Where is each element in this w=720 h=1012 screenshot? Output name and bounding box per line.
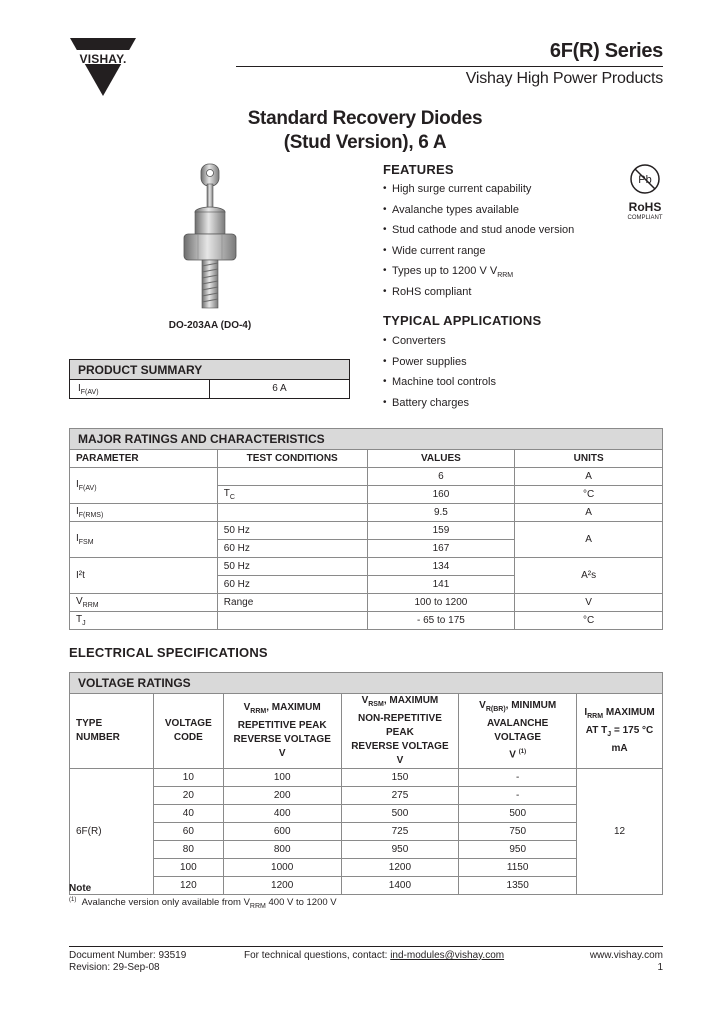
rohs-label: RoHS: [628, 200, 662, 214]
series-title: 6F(R) Series: [549, 40, 663, 62]
diode-package-image: [170, 162, 250, 312]
table-row: [70, 805, 663, 823]
no-lead-icon: [622, 160, 668, 200]
vbr-cell: 500: [459, 805, 577, 823]
param-cell: $V_{RRM}$: [70, 594, 218, 612]
revision-date: Revision: 29-Sep-08: [69, 962, 160, 973]
code-cell: 20: [153, 787, 223, 805]
vrrm-cell: 1200: [223, 877, 341, 895]
code-cell: 60: [153, 823, 223, 841]
condition-cell: Range: [217, 594, 367, 612]
vbr-cell: -: [459, 787, 577, 805]
page-number: 1: [657, 962, 663, 973]
rohs-compliant-label: COMPLIANT: [627, 215, 663, 221]
vrsm-cell: 500: [341, 805, 459, 823]
col-header-units: UNITS: [515, 450, 663, 468]
table-row: [70, 594, 663, 612]
vbr-cell: 1350: [459, 877, 577, 895]
unit-cell: V: [515, 594, 663, 612]
col-header-type: TYPE NUMBER: [70, 694, 154, 769]
vbr-cell: 1150: [459, 859, 577, 877]
condition-cell: 50 Hz: [217, 558, 367, 576]
condition-cell: 50 Hz: [217, 522, 367, 540]
value-cell: - 65 to 175: [367, 612, 515, 630]
vrsm-cell: 1200: [341, 859, 459, 877]
vrrm-cell: 600: [223, 823, 341, 841]
unit-cell: °C: [515, 486, 663, 504]
type-number-cell: 6F(R): [70, 769, 154, 895]
document-title: [200, 107, 530, 155]
irrm-cell: 12: [577, 769, 663, 895]
contact-text: For technical questions, contact: ind-modules@vishay.com: [244, 950, 505, 961]
vrsm-cell: 725: [341, 823, 459, 841]
value-cell: 159: [367, 522, 515, 540]
table-row: [70, 769, 663, 787]
vbr-cell: 750: [459, 823, 577, 841]
condition-cell: 60 Hz: [217, 540, 367, 558]
table-row: [70, 859, 663, 877]
document-number: Document Number: 93519: [69, 950, 187, 961]
major-ratings-table: [69, 428, 663, 630]
product-summary-table: [69, 359, 350, 399]
rohs-badge: [622, 160, 674, 226]
col-header-values: VALUES: [367, 450, 515, 468]
col-header-code: VOLTAGE CODE: [153, 694, 223, 769]
condition-cell: [217, 504, 367, 522]
note-heading: Note: [69, 883, 92, 894]
vrsm-cell: 1400: [341, 877, 459, 895]
vrrm-cell: 800: [223, 841, 341, 859]
code-cell: 40: [153, 805, 223, 823]
brand-name: VISHAY.: [79, 52, 127, 66]
unit-cell: A: [515, 522, 663, 558]
header-divider: [236, 66, 663, 67]
features-heading: FEATURES: [383, 162, 454, 177]
application-item: • Battery charges: [383, 397, 496, 418]
code-cell: 120: [153, 877, 223, 895]
table-row: [70, 522, 663, 540]
summary-value: 6 A: [272, 383, 287, 394]
value-cell: 6: [367, 468, 515, 486]
param-cell: $I_{F(AV)}$: [70, 468, 218, 504]
code-cell: 100: [153, 859, 223, 877]
unit-cell: A: [515, 504, 663, 522]
application-item: • Machine tool controls: [383, 376, 496, 397]
table-row: [70, 787, 663, 805]
col-header-conditions: TEST CONDITIONS: [217, 450, 367, 468]
code-cell: 80: [153, 841, 223, 859]
condition-cell: $T_C$: [217, 486, 367, 504]
major-ratings-title: MAJOR RATINGS AND CHARACTERISTICS: [70, 429, 663, 450]
value-cell: 167: [367, 540, 515, 558]
features-list: [383, 183, 574, 306]
application-item: • Converters: [383, 335, 496, 356]
param-cell: $I_{F(RMS)}$: [70, 504, 218, 522]
table-row: [70, 504, 663, 522]
vrsm-cell: 275: [341, 787, 459, 805]
feature-item: • Types up to 1200 V $V_{RRM}$: [383, 265, 574, 286]
table-row: [70, 841, 663, 859]
vrsm-cell: 150: [341, 769, 459, 787]
value-cell: 9.5: [367, 504, 515, 522]
col-header-vbr: $V_{R(BR)}$, MINIMUM AVALANCHE VOLTAGE V $^{(1)}$: [459, 694, 577, 769]
table-row: [70, 558, 663, 576]
note-text: $^{(1)}$ Avalanche version only available from $V_{RRM}$ 400 V to 1200 V: [69, 897, 337, 911]
voltage-ratings-table: [69, 672, 663, 895]
feature-item: • Stud cathode and stud anode version: [383, 224, 574, 245]
vrrm-cell: 200: [223, 787, 341, 805]
value-cell: 100 to 1200: [367, 594, 515, 612]
company-name: Vishay High Power Products: [465, 70, 663, 87]
feature-item: • RoHS compliant: [383, 286, 574, 307]
param-cell: $I_{FSM}$: [70, 522, 218, 558]
col-header-vrsm: $V_{RSM}$, MAXIMUM NON-REPETITIVE PEAK REVERSE VOLTAGE V: [341, 694, 459, 769]
feature-item: • High surge current capability: [383, 183, 574, 204]
value-cell: 160: [367, 486, 515, 504]
vrrm-cell: 1000: [223, 859, 341, 877]
condition-cell: [217, 468, 367, 486]
footer-divider: [69, 946, 663, 947]
unit-cell: A²s: [515, 558, 663, 594]
applications-list: [383, 335, 496, 417]
vrrm-cell: 400: [223, 805, 341, 823]
website-url: www.vishay.com: [589, 950, 663, 961]
vbr-cell: -: [459, 769, 577, 787]
condition-cell: 60 Hz: [217, 576, 367, 594]
vishay-logo: [70, 36, 138, 98]
package-caption: DO-203AA (DO-4): [168, 320, 252, 331]
application-item: • Power supplies: [383, 356, 496, 377]
table-row: [70, 468, 663, 486]
param-cell: I²t: [70, 558, 218, 594]
vbr-cell: 950: [459, 841, 577, 859]
table-row: [70, 380, 349, 398]
col-header-vrrm: $V_{RRM}$, MAXIMUM REPETITIVE PEAK REVERSE VOLTAGE V: [223, 694, 341, 769]
title-line-1: Standard Recovery Diodes: [247, 108, 483, 129]
vrrm-cell: 100: [223, 769, 341, 787]
pb-symbol: Pb: [638, 174, 652, 186]
feature-item: • Avalanche types available: [383, 204, 574, 225]
col-header-parameter: PARAMETER: [70, 450, 218, 468]
code-cell: 10: [153, 769, 223, 787]
applications-heading: TYPICAL APPLICATIONS: [383, 313, 542, 328]
table-row: [70, 612, 663, 630]
col-header-irrm: $I_{RRM}$ MAXIMUM AT $T_J = 175$ °C mA: [577, 694, 663, 769]
contact-email-link[interactable]: ind-modules@vishay.com: [390, 950, 505, 961]
header-row: [70, 694, 663, 769]
condition-cell: [217, 612, 367, 630]
table-row: [70, 877, 663, 895]
feature-item: • Wide current range: [383, 245, 574, 266]
voltage-ratings-title: VOLTAGE RATINGS: [70, 673, 663, 694]
electrical-specifications-heading: ELECTRICAL SPECIFICATIONS: [69, 645, 268, 660]
value-cell: 141: [367, 576, 515, 594]
param-cell: $T_J$: [70, 612, 218, 630]
unit-cell: °C: [515, 612, 663, 630]
title-line-2: (Stud Version), 6 A: [283, 132, 447, 153]
vrsm-cell: 950: [341, 841, 459, 859]
product-summary-title: PRODUCT SUMMARY: [70, 360, 349, 380]
summary-param: $I_{F(AV)}$: [70, 380, 210, 398]
unit-cell: A: [515, 468, 663, 486]
table-row: [70, 823, 663, 841]
value-cell: 134: [367, 558, 515, 576]
